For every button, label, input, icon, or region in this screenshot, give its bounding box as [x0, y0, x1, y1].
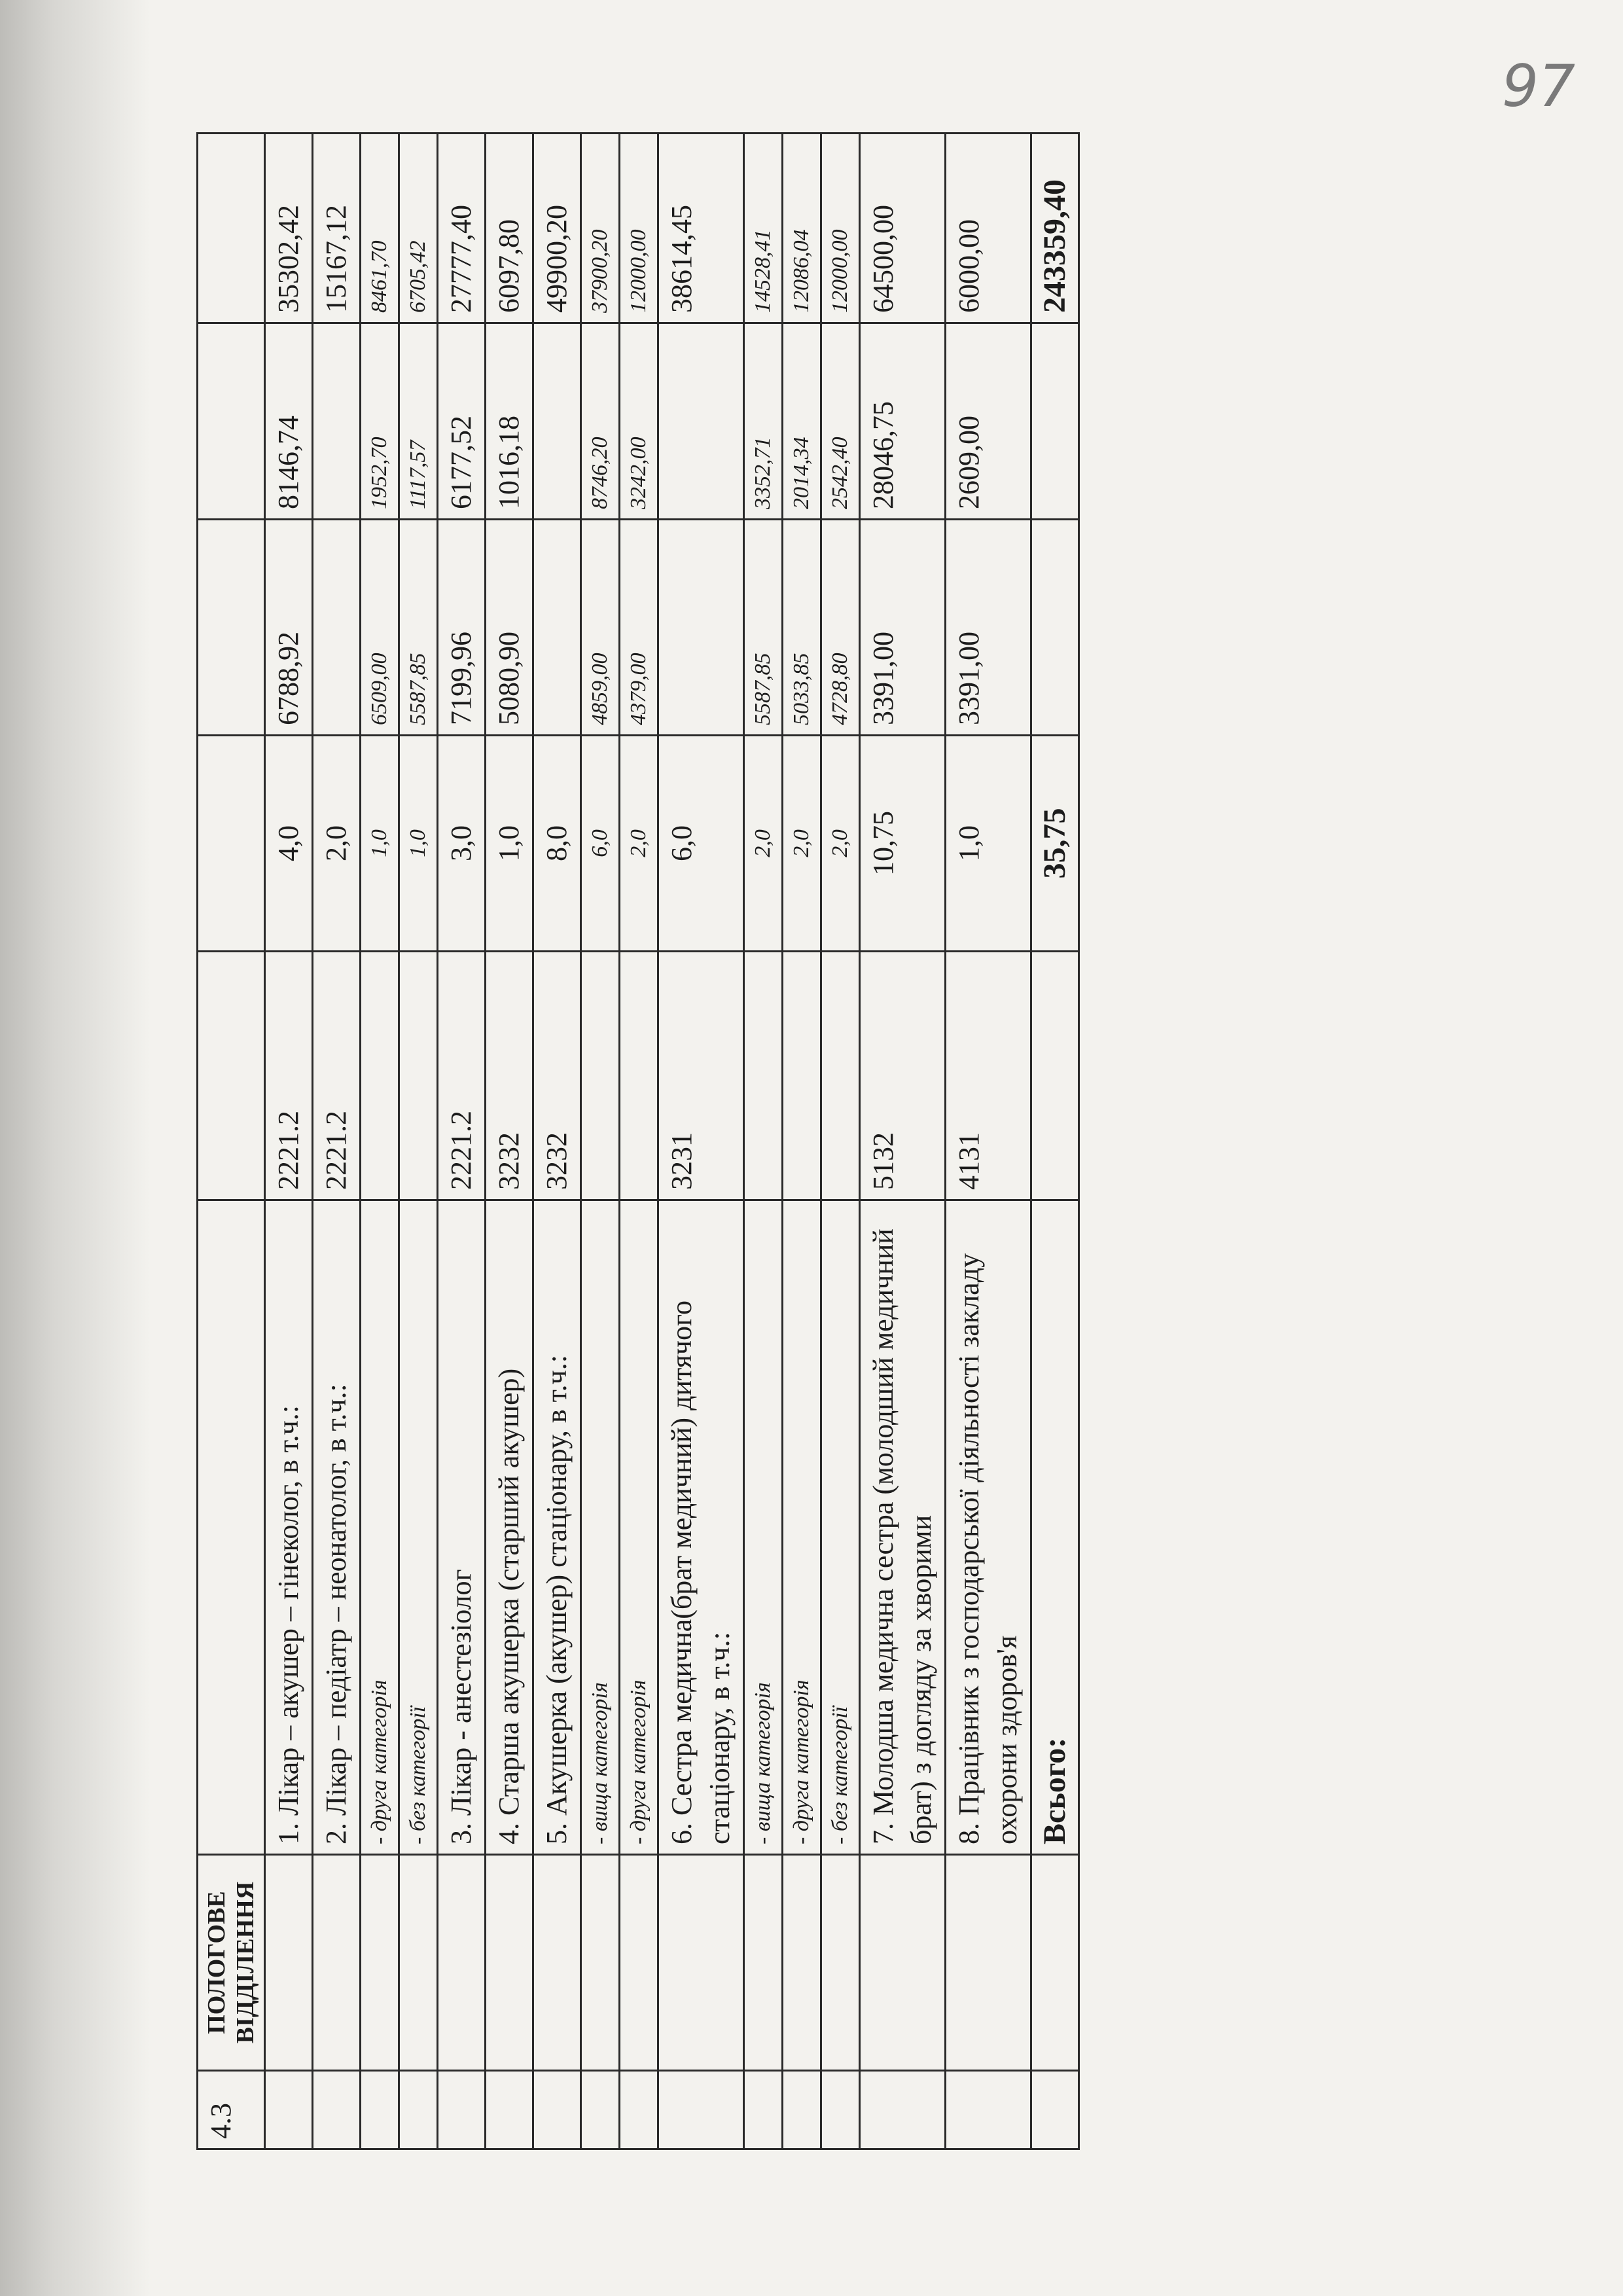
staff-units: 2,0	[313, 736, 361, 952]
value-column-2: 3352,71	[744, 323, 783, 520]
row-number-cell	[265, 2071, 313, 2149]
row-department-cell	[658, 1855, 744, 2071]
position-name: - друга категорія	[783, 1200, 821, 1855]
table-subrow	[581, 134, 620, 2149]
table-row	[313, 134, 361, 2149]
profession-code	[581, 952, 620, 1200]
staff-units: 1,0	[399, 736, 438, 952]
row-number-cell	[533, 2071, 581, 2149]
row-number-cell	[946, 2071, 1031, 2149]
value-column-3: 12000,00	[821, 134, 860, 323]
total-label: Всього:	[1031, 1200, 1079, 1855]
value-column-3: 8461,70	[361, 134, 399, 323]
row-number-cell	[783, 2071, 821, 2149]
table-row	[486, 134, 533, 2149]
value-column-1	[658, 520, 744, 736]
profession-code	[399, 952, 438, 1200]
value-column-1: 5080,90	[486, 520, 533, 736]
table-row	[658, 134, 744, 2149]
value-column-2: 2542,40	[821, 323, 860, 520]
staff-units: 4,0	[265, 736, 313, 952]
value-column-1: 4859,00	[581, 520, 620, 736]
value-column-2: 1016,18	[486, 323, 533, 520]
staff-units: 1,0	[946, 736, 1031, 952]
row-department-cell	[620, 1855, 658, 2071]
position-name: - друга категорія	[620, 1200, 658, 1855]
section-number: 4.3	[198, 2071, 265, 2149]
total-empty-1	[1031, 520, 1079, 736]
value-column-1: 5587,85	[399, 520, 438, 736]
row-number-cell	[399, 2071, 438, 2149]
value-column-1	[533, 520, 581, 736]
table-body	[198, 134, 1079, 2149]
value-column-2: 2014,34	[783, 323, 821, 520]
table-row	[860, 134, 946, 2149]
row-number-cell	[438, 2071, 486, 2149]
profession-code: 3231	[658, 952, 744, 1200]
profession-code: 5132	[860, 952, 946, 1200]
position-name: 2. Лікар – педіатр – неонатолог, в т.ч.:	[313, 1200, 361, 1855]
staff-units: 1,0	[361, 736, 399, 952]
value-column-2: 1952,70	[361, 323, 399, 520]
value-column-3: 6000,00	[946, 134, 1031, 323]
staff-units: 6,0	[658, 736, 744, 952]
staff-units: 2,0	[783, 736, 821, 952]
table-subrow	[361, 134, 399, 2149]
table-row	[533, 134, 581, 2149]
total-empty-2	[1031, 323, 1079, 520]
value-column-3: 12000,00	[620, 134, 658, 323]
staff-units: 1,0	[486, 736, 533, 952]
value-column-3: 6097,80	[486, 134, 533, 323]
total-row	[1031, 134, 1079, 2149]
position-name: 8. Працівник з господарської діяльності закладу охорони здоров'я	[946, 1200, 1031, 1855]
row-department-cell	[744, 1855, 783, 2071]
table-subrow	[399, 134, 438, 2149]
row-department-cell	[438, 1855, 486, 2071]
profession-code: 3232	[533, 952, 581, 1200]
value-column-1: 5033,85	[783, 520, 821, 736]
row-department-cell	[860, 1855, 946, 2071]
staff-units: 8,0	[533, 736, 581, 952]
value-column-2	[658, 323, 744, 520]
value-column-3: 27777,40	[438, 134, 486, 323]
table-row	[265, 134, 313, 2149]
staff-units: 6,0	[581, 736, 620, 952]
profession-code: 3232	[486, 952, 533, 1200]
staff-units: 3,0	[438, 736, 486, 952]
row-department-cell	[361, 1855, 399, 2071]
value-column-1: 6788,92	[265, 520, 313, 736]
value-column-2	[313, 323, 361, 520]
profession-code	[821, 952, 860, 1200]
value-column-1: 5587,85	[744, 520, 783, 736]
rotated-table-container	[196, 134, 1440, 2150]
section-title: ПОЛОГОВЕ ВІДДІЛЕННЯ	[198, 1855, 265, 2071]
value-column-1: 4379,00	[620, 520, 658, 736]
row-number-cell	[313, 2071, 361, 2149]
row-number-cell	[658, 2071, 744, 2149]
table-subrow	[821, 134, 860, 2149]
value-column-2: 28046,75	[860, 323, 946, 520]
position-name: - вища категорія	[744, 1200, 783, 1855]
profession-code: 2221.2	[265, 952, 313, 1200]
value-column-2: 1117,57	[399, 323, 438, 520]
value-column-3: 37900,20	[581, 134, 620, 323]
row-number-cell	[744, 2071, 783, 2149]
position-name: 7. Молодша медична сестра (молодший медичний брат) з догляду за хворими	[860, 1200, 946, 1855]
row-department-cell	[581, 1855, 620, 2071]
value-column-3: 6705,42	[399, 134, 438, 323]
total-code-cell	[1031, 952, 1079, 1200]
row-number-cell	[581, 2071, 620, 2149]
position-name: - друга категорія	[361, 1200, 399, 1855]
table-subrow	[744, 134, 783, 2149]
row-department-cell	[533, 1855, 581, 2071]
row-number-cell	[361, 2071, 399, 2149]
row-number-cell	[1031, 2071, 1079, 2149]
table-subrow	[620, 134, 658, 2149]
staff-units: 10,75	[860, 736, 946, 952]
value-column-2: 8746,20	[581, 323, 620, 520]
value-column-3: 12086,04	[783, 134, 821, 323]
total-staff-units: 35,75	[1031, 736, 1079, 952]
value-column-3: 15167,12	[313, 134, 361, 323]
value-column-1: 3391,00	[860, 520, 946, 736]
value-column-2: 3242,00	[620, 323, 658, 520]
position-name: 5. Акушерка (акушер) стаціонару, в т.ч.:	[533, 1200, 581, 1855]
row-number-cell	[620, 2071, 658, 2149]
position-name: - вища категорія	[581, 1200, 620, 1855]
row-department-cell	[1031, 1855, 1079, 2071]
position-name: - без категорії	[399, 1200, 438, 1855]
row-department-cell	[821, 1855, 860, 2071]
row-department-cell	[399, 1855, 438, 2071]
profession-code	[361, 952, 399, 1200]
row-number-cell	[860, 2071, 946, 2149]
staffing-table	[196, 132, 1080, 2150]
value-column-1: 3391,00	[946, 520, 1031, 736]
value-column-2	[533, 323, 581, 520]
value-column-3: 38614,45	[658, 134, 744, 323]
value-column-3: 14528,41	[744, 134, 783, 323]
row-number-cell	[821, 2071, 860, 2149]
value-column-2: 8146,74	[265, 323, 313, 520]
row-number-cell	[486, 2071, 533, 2149]
value-column-2: 2609,00	[946, 323, 1031, 520]
value-column-3: 49900,20	[533, 134, 581, 323]
profession-code: 2221.2	[313, 952, 361, 1200]
position-name: 6. Сестра медична(брат медичний) дитячого стаціонару, в т.ч.:	[658, 1200, 744, 1855]
scan-edge-shadow	[0, 0, 151, 2296]
value-column-1: 6509,00	[361, 520, 399, 736]
value-column-3: 35302,42	[265, 134, 313, 323]
staff-units: 2,0	[620, 736, 658, 952]
profession-code: 4131	[946, 952, 1031, 1200]
page-number: 97	[1502, 52, 1575, 120]
profession-code	[783, 952, 821, 1200]
table-row	[438, 134, 486, 2149]
staff-units: 2,0	[821, 736, 860, 952]
profession-code	[744, 952, 783, 1200]
position-name: 3. Лікар - анестезіолог	[438, 1200, 486, 1855]
position-name: - без категорії	[821, 1200, 860, 1855]
profession-code	[620, 952, 658, 1200]
position-name: 1. Лікар – акушер – гінеколог, в т.ч.:	[265, 1200, 313, 1855]
row-department-cell	[486, 1855, 533, 2071]
value-column-1: 7199,96	[438, 520, 486, 736]
row-department-cell	[783, 1855, 821, 2071]
position-name: 4. Старша акушерка (старший акушер)	[486, 1200, 533, 1855]
staff-units: 2,0	[744, 736, 783, 952]
total-sum: 243359,40	[1031, 134, 1079, 323]
value-column-1: 4728,80	[821, 520, 860, 736]
row-department-cell	[946, 1855, 1031, 2071]
value-column-2: 6177,52	[438, 323, 486, 520]
section-header-row	[198, 134, 265, 2149]
row-department-cell	[265, 1855, 313, 2071]
value-column-3: 64500,00	[860, 134, 946, 323]
table-row	[946, 134, 1031, 2149]
profession-code: 2221.2	[438, 952, 486, 1200]
row-department-cell	[313, 1855, 361, 2071]
table-subrow	[783, 134, 821, 2149]
value-column-1	[313, 520, 361, 736]
